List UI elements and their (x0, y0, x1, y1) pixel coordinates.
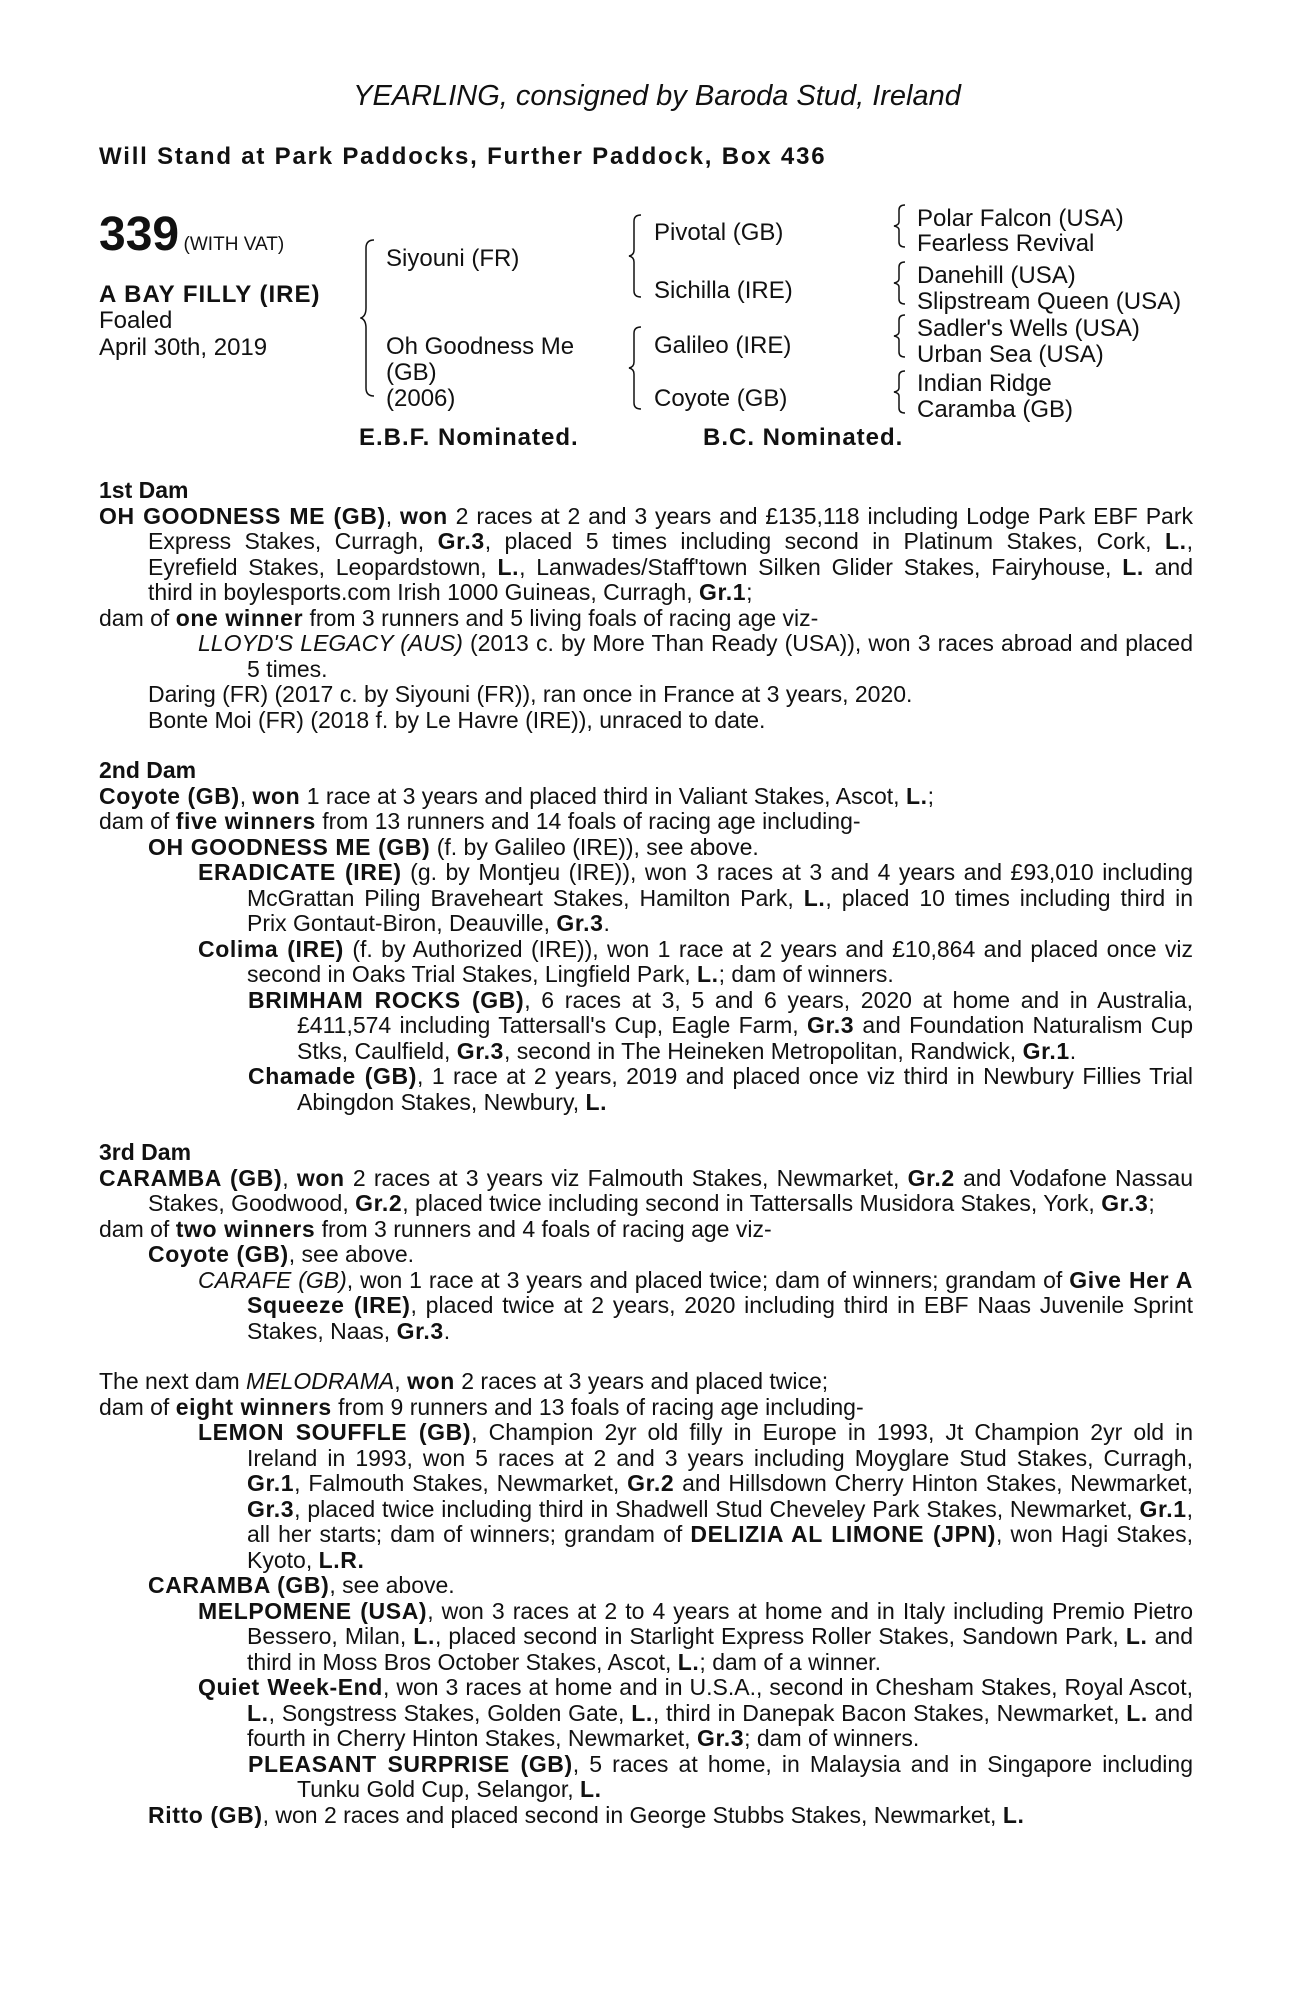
pedigree-g3-7: Indian Ridge (917, 370, 1052, 397)
next-dam-produce-2: CARAMBA (GB), see above. (148, 1572, 455, 1598)
next-dam-produce-3: MELPOMENE (USA), won 3 races at 2 to 4 years at home and in Italy including Premio Pietro Bessero, Milan, L., placed second in Starlight Express Roller Stakes, Sandown Park, L. and third in Moss Bros October Stakes, Ascot, L.; dam of a winner. (198, 1597, 1193, 1675)
first-dam-record: OH GOODNESS ME (GB), won 2 races at 2 and 3 years and £135,118 including Lodge Park EBF Park Express Stakes, Curragh, Gr.3, placed 5 times including second in Platinum Stakes, Cork, L., Eyrefield Stakes, Leopardstown, L., Lanwades/Staff'town Silken Glider Stakes, Fairyhouse, L. and third in boylesports.com Irish 1000 Guineas, Curragh, Gr.1; (99, 502, 1193, 605)
consignor-line: YEARLING, consigned by Baroda Stud, Ireland (353, 80, 961, 112)
second-dam-produce-1: OH GOODNESS ME (GB) (f. by Galileo (IRE)), see above. (148, 833, 759, 860)
pedigree-dam-dam: Coyote (GB) (654, 385, 788, 412)
second-dam-record: Coyote (GB), won 1 race at 3 years and placed third in Valiant Stakes, Ascot, L.; (99, 782, 934, 809)
next-dam-produce-4: Quiet Week-End, won 3 races at home and in U.S.A., second in Chesham Stakes, Royal Ascot, L., Songstress Stakes, Golden Gate, L., third in Danepak Bacon Stakes, Newmarket, L. and fourth in Cherry Hinton Stakes, Newmarket, Gr.3; dam of winners. (198, 1674, 1194, 1751)
pedigree-brace-1 (360, 238, 380, 398)
pedigree-g3-8: Caramba (GB) (917, 396, 1074, 423)
pedigree-sire-sire: Pivotal (GB) (654, 219, 784, 246)
lot-name: A BAY FILLY (IRE) (99, 281, 321, 308)
pedigree-dam-line-3: (2006) (386, 385, 456, 412)
next-dam-record: The next dam MELODRAMA, won 2 races at 3 years and placed twice; (99, 1368, 829, 1394)
pedigree-g3-2: Fearless Revival (917, 230, 1095, 257)
first-dam-heading: 1st Dam (99, 477, 189, 503)
pedigree-brace-5 (893, 260, 909, 306)
pedigree-brace-7 (893, 369, 909, 415)
pedigree-dam-line-1: Oh Goodness Me (386, 333, 575, 360)
first-dam-produce-2: Daring (FR) (2017 c. by Siyouni (FR)), ran once in France at 3 years, 2020. (148, 681, 913, 707)
next-dam-produce-1: LEMON SOUFFLE (GB), Champion 2yr old filly in Europe in 1993, Jt Champion 2yr old in Ireland in 1993, won 5 races at 2 and 3 years including Moyglare Stud Stakes, Curragh, Gr.1, Falmouth Stakes, Newmarket, Gr.2 and Hillsdown Cherry Hinton Stakes, Newmarket, Gr.3, placed twice including third in Shadwell Stud Cheveley Park Stakes, Newmarket, Gr.1, all her starts; dam of winners; grandam of DELIZIA AL LIMONE (JPN), won Hagi Stakes, Kyoto, L.R. (198, 1419, 1194, 1573)
pedigree-sire: Siyouni (FR) (386, 245, 520, 272)
second-dam-produce-3: Colima (IRE) (f. by Authorized (IRE)), won 1 race at 2 years and £10,864 and placed once viz second in Oaks Trial Stakes, Lingfield Park, L.; dam of winners. (198, 935, 1193, 987)
third-dam-heading: 3rd Dam (99, 1139, 192, 1165)
stand-location: Will Stand at Park Paddocks, Further Paddock, Box 436 (99, 143, 827, 170)
third-dam-summary: dam of two winners from 3 runners and 4 foals of racing age viz- (99, 1215, 772, 1242)
lot-number: 339 (99, 208, 180, 261)
third-dam-produce-1: Coyote (GB), see above. (148, 1241, 415, 1267)
next-dam-produce-5: Ritto (GB), won 2 races and placed second in George Stubbs Stakes, Newmarket, L. (148, 1801, 1025, 1828)
first-dam-produce-3: Bonte Moi (FR) (2018 f. by Le Havre (IRE)), unraced to date. (148, 706, 766, 733)
third-dam-produce-2: CARAFE (GB), won 1 race at 3 years and placed twice; dam of winners; grandam of Give Her A Squeeze (IRE), placed twice at 2 years, 2020 including third in EBF Naas Juvenile Sprint Stakes, Naas, Gr.3. (198, 1266, 1193, 1344)
second-dam-grandproduce-2: Chamade (GB), 1 race at 2 years, 2019 and placed once viz third in Newbury Fillies Trial Abingdon Stakes, Newbury, L. (248, 1063, 1193, 1115)
second-dam-summary: dam of five winners from 13 runners and 14 foals of racing age including- (99, 808, 861, 834)
pedigree-g3-3: Danehill (USA) (917, 262, 1076, 289)
next-dam-grandproduce-1: PLEASANT SURPRISE (GB), 5 races at home, in Malaysia and in Singapore including Tunku Gold Cup, Selangor, L. (248, 1750, 1193, 1802)
pedigree-brace-3 (628, 325, 646, 411)
pedigree-brace-2 (628, 213, 646, 299)
pedigree-g3-4: Slipstream Queen (USA) (917, 288, 1182, 315)
second-dam-grandproduce-1: BRIMHAM ROCKS (GB), 6 races at 3, 5 and 6 years, 2020 at home and in Australia, £411,574 including Tattersall's Cup, Eagle Farm, Gr.3 and Foundation Naturalism Cup Stks, Caulfield, Gr.3, second in The Heineken Metropolitan, Randwick, Gr.1. (248, 986, 1194, 1064)
pedigree-g3-6: Urban Sea (USA) (917, 341, 1104, 368)
first-dam-summary: dam of one winner from 3 runners and 5 living foals of racing age viz- (99, 604, 819, 631)
pedigree-brace-6 (893, 313, 909, 359)
third-dam-record: CARAMBA (GB), won 2 races at 3 years viz Falmouth Stakes, Newmarket, Gr.2 and Vodafone Nassau Stakes, Goodwood, Gr.2, placed twice including second in Tattersalls Musidora Stakes, York, Gr.3; (99, 1164, 1193, 1216)
pedigree-dam-line-2: (GB) (386, 359, 437, 386)
pedigree-brace-4 (893, 203, 909, 249)
pedigree-sire-dam: Sichilla (IRE) (654, 277, 793, 304)
bc-nominated: B.C. Nominated. (703, 424, 904, 451)
second-dam-produce-2: ERADICATE (IRE) (g. by Montjeu (IRE)), won 3 races at 3 and 4 years and £93,010 including McGrattan Piling Braveheart Stakes, Hamilton Park, L., placed 10 times including third in Prix Gontaut-Biron, Deauville, Gr.3. (198, 859, 1193, 936)
pedigree-g3-1: Polar Falcon (USA) (917, 205, 1124, 232)
pedigree-dam-sire: Galileo (IRE) (654, 332, 792, 359)
first-dam-produce-1: LLOYD'S LEGACY (AUS) (2013 c. by More Than Ready (USA)), won 3 races abroad and placed 5 times. (198, 630, 1193, 682)
lot-number-block (99, 207, 284, 262)
vat-note: (WITH VAT) (183, 234, 285, 255)
foaled-date: April 30th, 2019 (99, 334, 268, 361)
ebf-nominated: E.B.F. Nominated. (359, 424, 579, 451)
pedigree-g3-5: Sadler's Wells (USA) (917, 315, 1140, 342)
second-dam-heading: 2nd Dam (99, 757, 197, 783)
dam-produce-record (99, 478, 1193, 1828)
foaled-label: Foaled (99, 307, 173, 334)
next-dam-summary: dam of eight winners from 9 runners and 13 foals of racing age including- (99, 1393, 864, 1420)
